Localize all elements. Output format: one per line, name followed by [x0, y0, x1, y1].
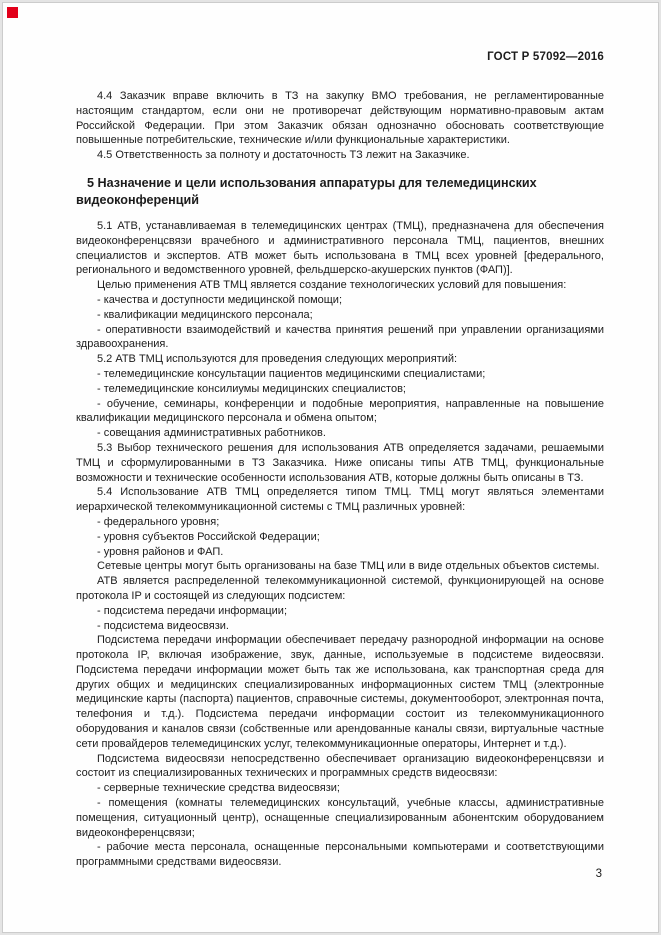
list-item: - квалификации медицинского персонала; [97, 308, 313, 321]
list-item: - подсистема видеосвязи. [97, 619, 229, 632]
list-item: - рабочие места персонала, оснащенные персональными компьютерами и соответствующими программными средствами видеосвязи. [76, 841, 604, 869]
document-page [2, 2, 659, 933]
paragraph: Целью применения АТВ ТМЦ является создание технологических условий для повышения: [97, 279, 567, 292]
paragraph: 5.3 Выбор технического решения для использования АТВ определяется задачами, решаемыми ТМЦ и сформулированными в ТЗ Заказчика. Ниже описаны типы АТВ ТМЦ, функциональные возможности и технические особенности использования АТВ, которые должны быть описаны в ТЗ. [76, 441, 604, 484]
list-item: - федерального уровня; [97, 515, 220, 528]
list-item: - совещания административных работников. [97, 427, 326, 440]
list-item: - уровня субъектов Российской Федерации; [97, 530, 320, 543]
paragraph: Подсистема передачи информации обеспечивает передачу разнородной информации на основе протокола IP, включая изображение, звук, данные, используемые в подсистеме видеосвязи. Подсистема передачи информации может быть так же использована, как транспортная среда для других общих и медицинских специализированных информационных систем ТМЦ (электронные медицинские карты (паспорта) пациентов, справочные системы, документооборот, электронная почта, телефония и т.д.). Подсистема передачи информации состоит из телекоммуникационного оборудования и каналов связи (собственные или арендованные каналы связи, виртуальные частные сети провайдеров телемедицинских услуг, телекоммуникационные операторы, Интернет и т.д.). [76, 634, 604, 750]
list-item: - подсистема передачи информации; [97, 604, 288, 617]
list-item: - телемедицинские консультации пациентов медицинскими специалистами; [97, 367, 486, 380]
list-item: - качества и доступности медицинской помощи; [97, 293, 342, 306]
paragraph: Подсистема видеосвязи непосредственно обеспечивает организацию видеоконференцсвязи и состоит из специализированных технических и программных средств видеосвязи: [76, 752, 604, 780]
list-item: - оперативности взаимодействий и качества принятия решений при управлении организациями здравоохранения. [76, 323, 604, 351]
paragraph: 5.1 АТВ, устанавливаемая в телемедицинских центрах (ТМЦ), предназначена для обеспечения видеоконференцсвязи врачебного и административного персонала ТМЦ, пациентов, внешних специалистов и экспертов. АТВ может быть использована в ТМЦ всех уровней [федерального, регионального и ведомственного уровней, фельдшерско-акушерских пунктов (ФАП)]. [76, 219, 604, 277]
paragraph: 5.4 Использование АТВ ТМЦ определяется типом ТМЦ. ТМЦ могут являться элементами иерархической телекоммуникационной системы с ТМЦ различных уровней: [76, 486, 604, 514]
paragraph: Сетевые центры могут быть организованы на базе ТМЦ или в виде отдельных объектов системы. [97, 560, 600, 573]
document-header: ГОСТ Р 57092—2016 [487, 51, 604, 63]
section-heading: 5 Назначение и цели использования аппаратуры для телемедицинских видеоконференций [76, 175, 537, 207]
list-item: - уровня районов и ФАП. [97, 545, 224, 558]
list-item: - обучение, семинары, конференции и подобные мероприятия, направленные на повышение квалификации медицинского персонала и обмена опытом; [76, 397, 604, 425]
list-item: - помещения (комнаты телемедицинских консультаций, учебные классы, административные помещения, ситуационный центр), оснащенные специализированным абонентским оборудованием видеоконференцсвязи; [76, 797, 604, 839]
list-item: - телемедицинские консилиумы медицинских специалистов; [97, 382, 406, 395]
page-number: 3 [595, 868, 602, 880]
paragraph: 4.4 Заказчик вправе включить в ТЗ на закупку ВМО требования, не регламентированные настоящим стандартом, если они не противоречат действующим нормативно-правовым актам Российской Федерации. При этом Заказчик обязан однозначно обосновать соответствующие повышенные потребительские, технические и/или функциональные характеристики. [76, 90, 604, 147]
paragraph: АТВ является распределенной телекоммуникационной системой, функционирующей на основе протокола IP и состоящей из следующих подсистем: [76, 575, 604, 602]
paragraph: 5.2 АТВ ТМЦ используются для проведения следующих мероприятий: [97, 353, 458, 366]
document-body [76, 89, 604, 870]
paragraph: 4.5 Ответственность за полноту и достаточность ТЗ лежит на Заказчике. [97, 149, 470, 162]
red-marker-icon [7, 7, 18, 18]
list-item: - серверные технические средства видеосвязи; [97, 782, 340, 795]
